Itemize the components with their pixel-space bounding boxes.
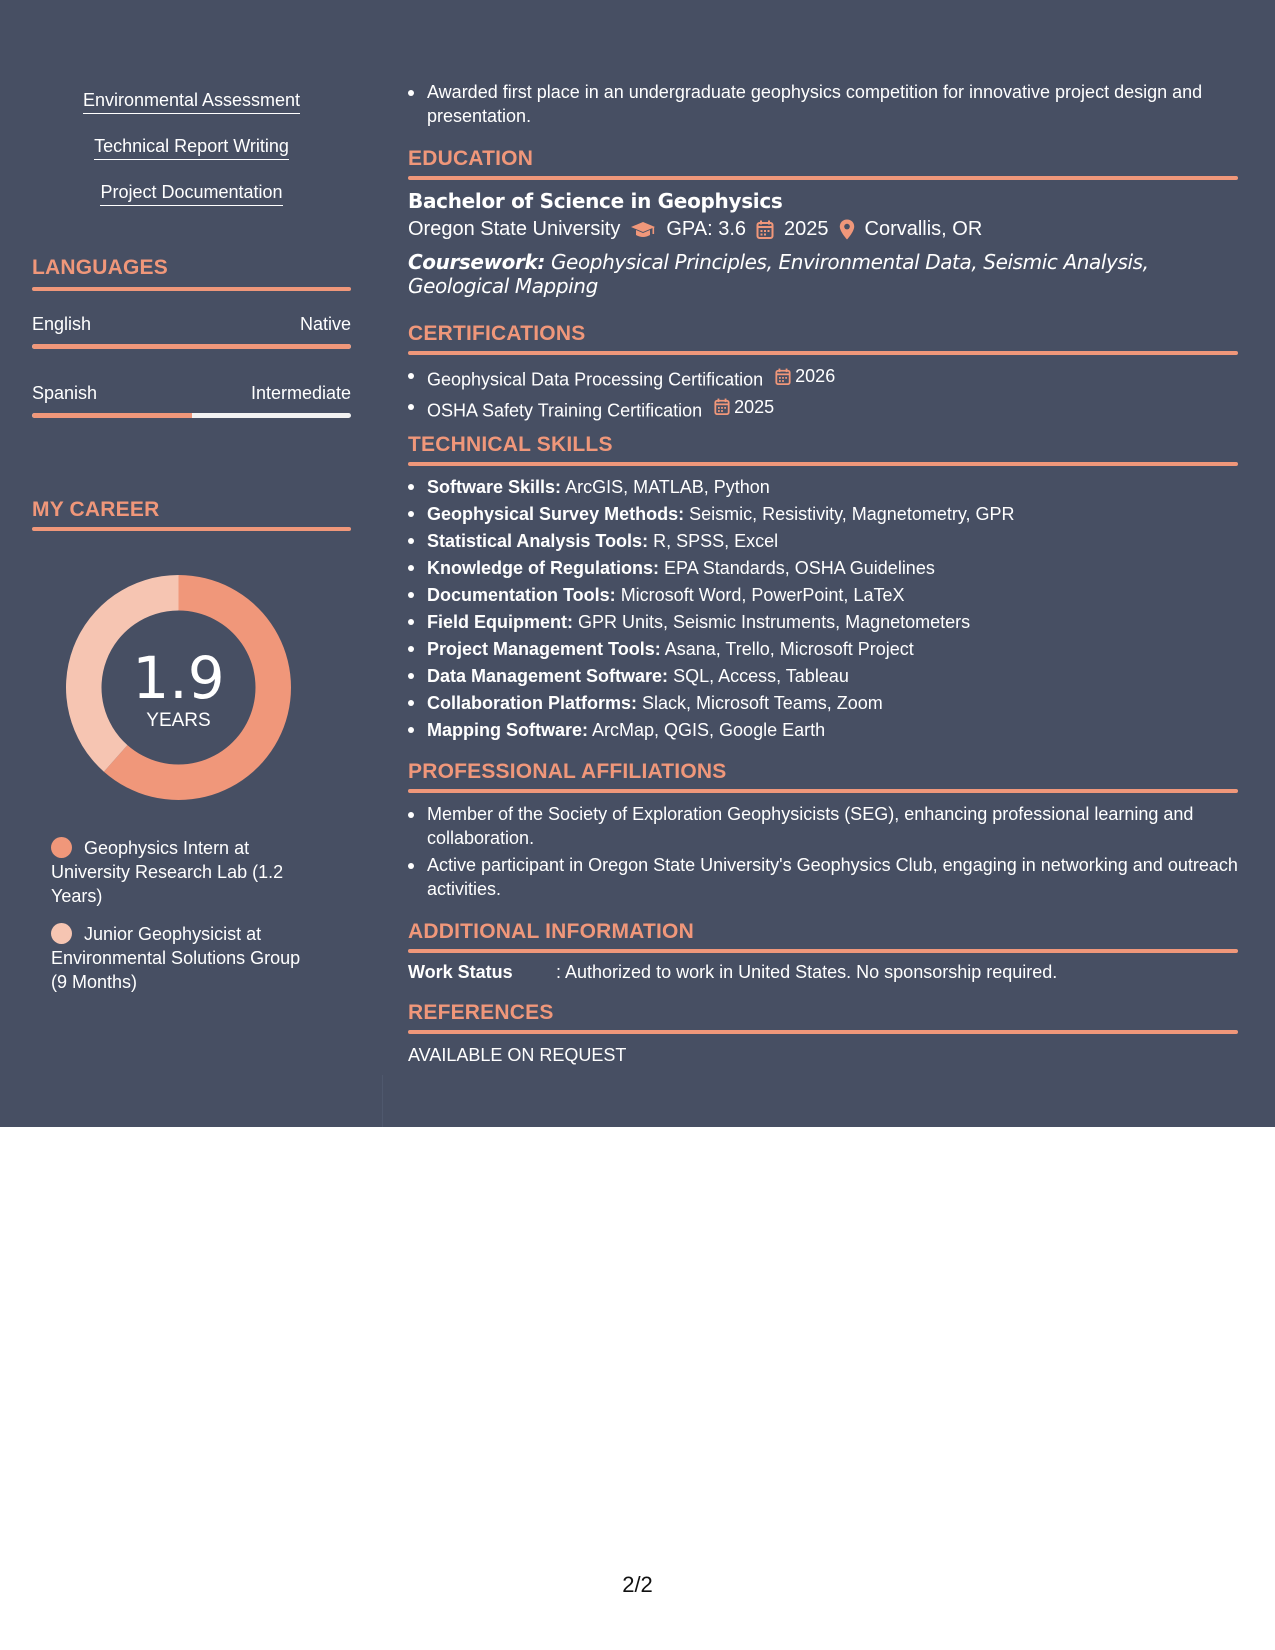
career-divider — [32, 527, 351, 531]
education-heading: EDUCATION — [408, 147, 534, 170]
column-divider — [382, 1075, 383, 1127]
skill-link-environmental-assessment[interactable]: Environmental Assessment — [83, 89, 300, 114]
gpa-value: GPA: 3.6 — [666, 218, 746, 240]
career-total-unit: YEARS — [146, 710, 211, 731]
skill-category: Project Management Tools: — [427, 639, 661, 659]
left-column — [32, 0, 351, 992]
certifications-divider — [408, 351, 1238, 355]
career-legend-item — [51, 836, 321, 908]
language-bar-fill — [32, 344, 351, 349]
career-total-years: 1.9 — [132, 644, 225, 712]
affiliation-item: Member of the Society of Exploration Geophysicists (SEG), enhancing professional learning and collaboration. — [408, 802, 1238, 850]
language-name: Spanish — [32, 383, 98, 403]
skill-category: Data Management Software: — [427, 666, 669, 686]
skill-category: Documentation Tools: — [427, 585, 616, 605]
language-name: English — [32, 314, 92, 334]
career-legend-item — [51, 922, 321, 994]
work-status-row — [408, 962, 1057, 983]
skill-values: Asana, Trello, Microsoft Project — [664, 639, 914, 659]
school-location: Corvallis, OR — [864, 218, 983, 240]
certification-item — [408, 363, 835, 394]
skill-category: Geophysical Survey Methods: — [427, 504, 685, 524]
degree-title: Bachelor of Science in Geophysics — [408, 189, 783, 213]
technical-skills-list — [408, 474, 1015, 744]
certification-name: OSHA Safety Training Certification — [427, 400, 703, 420]
technical-skill-item — [408, 555, 1015, 582]
skill-values: Seismic, Resistivity, Magnetometry, GPR — [689, 504, 1015, 524]
languages-heading: LANGUAGES — [32, 256, 168, 279]
affiliations-list — [408, 802, 1238, 904]
skill-category: Collaboration Platforms: — [427, 693, 638, 713]
language-row-english — [32, 314, 351, 335]
certification-year: 2025 — [734, 396, 775, 417]
technical-skill-item — [408, 501, 1015, 528]
language-level: Native — [299, 314, 351, 334]
technical-skill-item — [408, 582, 1015, 609]
education-meta — [408, 218, 982, 241]
additional-info-heading: ADDITIONAL INFORMATION — [408, 920, 694, 943]
education-divider — [408, 176, 1238, 180]
skill-category: Mapping Software: — [427, 720, 588, 740]
language-bar-fill — [32, 413, 192, 418]
technical-skill-item — [408, 528, 1015, 555]
award-list — [408, 80, 1208, 128]
career-heading: MY CAREER — [32, 498, 160, 521]
additional-info-divider — [408, 949, 1238, 953]
references-heading: REFERENCES — [408, 1001, 554, 1024]
skill-values: ArcMap, QGIS, Google Earth — [592, 720, 826, 740]
calendar-icon — [756, 220, 774, 240]
affiliation-item: Active participant in Oregon State University's Geophysics Club, engaging in networking and outreach activities. — [408, 853, 1238, 901]
career-legend-label: Junior Geophysicist at Environmental Solutions Group (9 Months) — [51, 924, 301, 992]
legend-dot-icon — [51, 837, 72, 858]
award-item: Awarded first place in an undergraduate geophysics competition for innovative project design and presentation. — [408, 80, 1208, 128]
skill-category: Software Skills: — [427, 477, 562, 497]
references-text: AVAILABLE ON REQUEST — [408, 1045, 627, 1065]
skill-category: Statistical Analysis Tools: — [427, 531, 649, 551]
language-level: Intermediate — [250, 383, 351, 403]
language-row-spanish — [32, 383, 351, 404]
languages-divider — [32, 287, 351, 291]
calendar-icon — [714, 398, 730, 416]
career-legend-label: Geophysics Intern at University Research Lab (1.2 Years) — [51, 838, 284, 906]
skill-category: Knowledge of Regulations: — [427, 558, 659, 578]
certifications-list — [408, 363, 835, 424]
language-bar-spanish — [32, 413, 351, 418]
work-status-label: Work Status — [408, 962, 513, 982]
work-status-value: : Authorized to work in United States. No sponsorship required. — [556, 962, 1058, 982]
technical-skill-item — [408, 636, 1015, 663]
technical-skills-divider — [408, 462, 1238, 466]
skill-category: Field Equipment: — [427, 612, 573, 632]
skill-values: R, SPSS, Excel — [653, 531, 779, 551]
legend-dot-icon — [51, 923, 72, 944]
page-number: 2/2 — [622, 1572, 653, 1597]
calendar-icon — [775, 368, 791, 386]
technical-skills-heading: TECHNICAL SKILLS — [408, 433, 613, 456]
certification-name: Geophysical Data Processing Certification — [427, 369, 764, 390]
skill-values: Slack, Microsoft Teams, Zoom — [642, 693, 883, 713]
certification-item — [408, 394, 835, 425]
technical-skill-item — [408, 474, 1015, 501]
technical-skill-item — [408, 609, 1015, 636]
certification-year: 2026 — [795, 366, 836, 386]
technical-skill-item — [408, 690, 1015, 717]
affiliations-divider — [408, 789, 1238, 793]
affiliations-heading: PROFESSIONAL AFFILIATIONS — [408, 760, 727, 783]
coursework — [408, 250, 1228, 298]
skill-values: SQL, Access, Tableau — [673, 666, 849, 686]
certifications-heading: CERTIFICATIONS — [408, 322, 586, 345]
skill-values: ArcGIS, MATLAB, Python — [565, 477, 770, 497]
references-divider — [408, 1030, 1238, 1034]
school-name: Oregon State University — [408, 218, 621, 240]
coursework-label: Coursework: — [408, 250, 545, 274]
skill-values: Microsoft Word, PowerPoint, LaTeX — [620, 585, 905, 605]
coursework-list: Geophysical Principles, Environmental Data, Seismic Analysis, Geological Mapping — [408, 250, 1149, 298]
language-bar-english — [32, 344, 351, 349]
graduation-cap-icon — [630, 221, 656, 239]
skill-link-technical-report-writing[interactable]: Technical Report Writing — [94, 135, 289, 160]
map-pin-icon — [839, 219, 855, 240]
skill-values: EPA Standards, OSHA Guidelines — [664, 558, 935, 578]
technical-skill-item — [408, 717, 1015, 744]
skill-link-project-documentation[interactable]: Project Documentation — [100, 181, 282, 206]
graduation-year: 2025 — [784, 218, 829, 240]
technical-skill-item — [408, 663, 1015, 690]
skill-values: GPR Units, Seismic Instruments, Magnetometers — [578, 612, 971, 632]
